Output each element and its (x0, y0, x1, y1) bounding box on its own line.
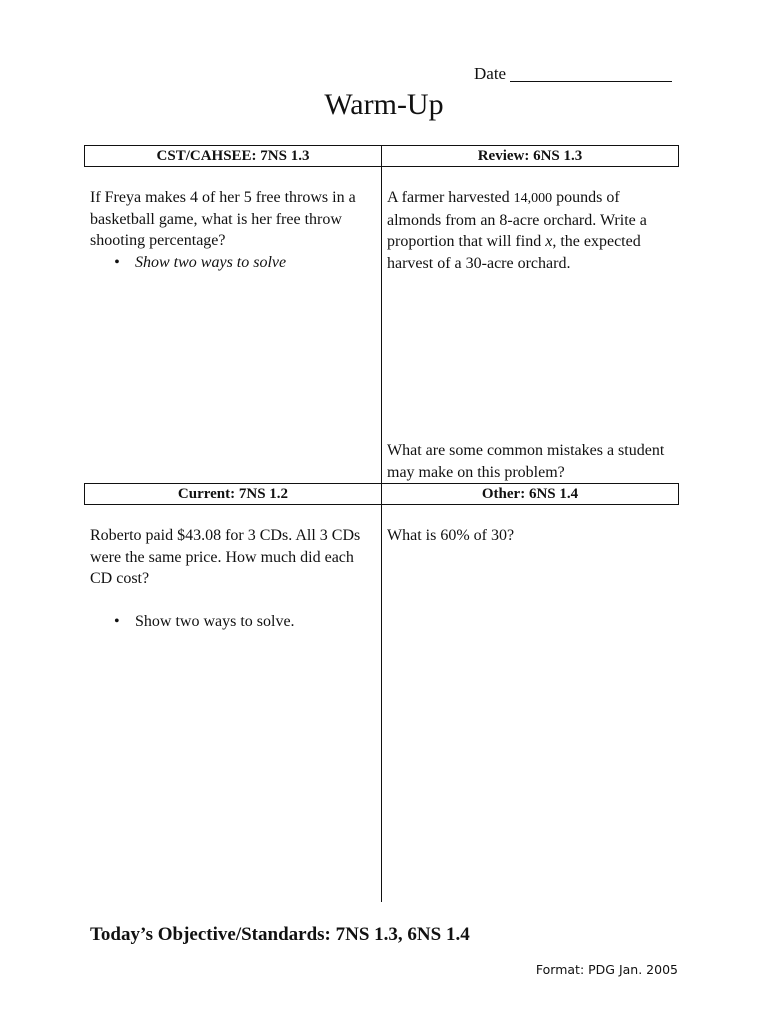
roberto-bullet-list (90, 611, 370, 633)
format-note: Format: PDG Jan. 2005 (535, 962, 678, 977)
farmer-question: A farmer harvested 14,000 pounds of almonds from an 8-acre orchard. Write a proportion that will find x, the expected harvest of a 30-acre orchard. (387, 189, 647, 272)
other-cell (387, 525, 673, 547)
date-label: Date (474, 64, 507, 83)
center-divider-bottom (381, 504, 382, 902)
percent-question: What is 60% of 30? (387, 527, 515, 544)
current-cell (90, 525, 370, 633)
freya-bullet: • Show two ways to solve (135, 252, 370, 274)
harvest-amount: 14,000 (513, 191, 553, 206)
current-heading: Current: 7NS 1.2 (84, 483, 382, 505)
todays-objective: Today’s Objective/Standards: 7NS 1.3, 6NS 1.4 (90, 924, 470, 945)
date-blank-line (510, 65, 672, 82)
review-cell (387, 187, 673, 274)
cst-cahsee-cell (90, 187, 370, 273)
roberto-question: Roberto paid $43.08 for 3 CDs. All 3 CDs were the same price. How much did each CD cost? (90, 527, 361, 587)
date-field (474, 64, 672, 84)
mistakes-prompt-cell (387, 440, 673, 483)
cst-cahsee-heading: CST/CAHSEE: 7NS 1.3 (84, 145, 382, 167)
freya-question: If Freya makes 4 of her 5 free throws in a basketball game, what is her free throw shooting percentage? (90, 189, 356, 249)
center-divider-top (381, 166, 382, 484)
mistakes-prompt: What are some common mistakes a student may make on this problem? (387, 442, 665, 481)
review-heading: Review: 6NS 1.3 (381, 145, 679, 167)
freya-bullet-list (90, 252, 370, 274)
roberto-bullet: • Show two ways to solve. (135, 611, 370, 633)
other-heading: Other: 6NS 1.4 (381, 483, 679, 505)
page-title: Warm-Up (324, 88, 444, 121)
variable-x: x (545, 233, 553, 250)
